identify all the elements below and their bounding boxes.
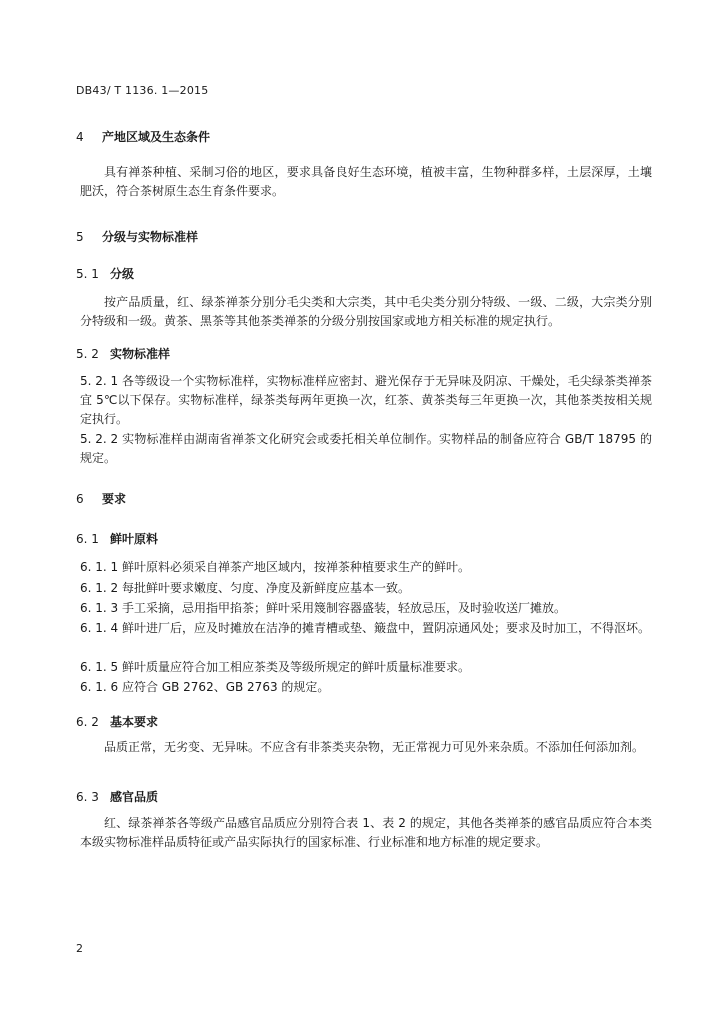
section-title: 感官品质: [110, 790, 159, 804]
section-number: 5. 1: [76, 267, 99, 281]
clause-text: 各等级设一个实物标准样，实物标准样应密封、避光保存于无异味及阴凉、干燥处，毛尖绿茶类禅茶宜 5℃以下保存。实物标准样，绿茶类每两年更换一次，红茶、黄茶类每三年更换一次，其他茶类按相关规定执行。: [80, 374, 652, 426]
clause-6-1-1: [80, 558, 652, 577]
document-id: DB43/ T 1136. 1—2015: [76, 84, 209, 97]
section-6-2-heading: [76, 713, 158, 730]
clause-text: 鲜叶质量应符合加工相应茶类及等级所规定的鲜叶质量标准要求。: [122, 660, 471, 674]
clause-number: 6. 1. 3: [80, 601, 119, 615]
clause-5-2-1: [80, 372, 652, 429]
section-4-paragraph: 具有禅茶种植、采制习俗的地区，要求具备良好生态环境，植被丰富，生物种群多样，土层深厚，土壤肥沃，符合茶树原生态生育条件要求。: [80, 165, 652, 198]
section-title: 实物标准样: [110, 347, 171, 361]
clause-6-1-3: [80, 599, 652, 618]
section-5-1-paragraph: 按产品质量，红、绿茶禅茶分别分毛尖类和大宗类，其中毛尖类分别分特级、一级、二级，大宗类分别分特级和一级。黄茶、黑茶等其他茶类禅茶的分级分别按国家或地方相关标准的规定执行。: [80, 295, 652, 328]
section-6-heading: [76, 490, 126, 507]
clause-text: 鲜叶原料必须采自禅茶产地区域内，按禅茶种植要求生产的鲜叶。: [122, 560, 471, 574]
section-6-3-paragraph: 红、绿茶禅茶各等级产品感官品质应分别符合表 1、表 2 的规定，其他各类禅茶的感官品质应符合本类本级实物标准样品质特征或产品实际执行的国家标准、行业标准和地方标准的规定要求。: [80, 816, 652, 849]
section-title: 产地区域及生态条件: [102, 130, 211, 144]
section-title: 鲜叶原料: [110, 532, 159, 546]
clause-number: 5. 2. 1: [80, 374, 119, 388]
section-5-heading: [76, 228, 198, 245]
section-title: 基本要求: [110, 715, 159, 729]
section-6-2-paragraph: 品质正常，无劣变、无异味。不应含有非茶类夹杂物，无正常视力可见外来杂质。不添加任何添加剂。: [104, 740, 645, 754]
clause-number: 6. 1. 2: [80, 581, 119, 595]
section-5-2-heading: [76, 345, 170, 362]
clause-6-1-5: [80, 658, 652, 677]
clause-text: 应符合 GB 2762、GB 2763 的规定。: [122, 680, 330, 694]
section-6-1-heading: [76, 530, 158, 547]
clause-number: 6. 1. 1: [80, 560, 119, 574]
clause-number: 5. 2. 2: [80, 432, 119, 446]
clause-text: 手工采摘，忌用指甲掐茶；鲜叶采用篾制容器盛装，轻放忌压，及时验收送厂摊放。: [122, 601, 567, 615]
clause-text: 鲜叶进厂后，应及时摊放在洁净的摊青槽或垫、簸盘中，置阴凉通风处；要求及时加工，不得沤坏。: [122, 621, 651, 635]
section-number: 5: [76, 230, 84, 244]
clause-6-1-4: [80, 619, 652, 638]
section-number: 6. 1: [76, 532, 99, 546]
clause-number: 6. 1. 4: [80, 621, 119, 635]
section-number: 5. 2: [76, 347, 99, 361]
clause-number: 6. 1. 5: [80, 660, 119, 674]
clause-text: 实物标准样由湖南省禅茶文化研究会或委托相关单位制作。实物样品的制备应符合 GB/T 18795 的规定。: [80, 432, 652, 465]
section-number: 6. 2: [76, 715, 99, 729]
clause-6-1-2: [80, 579, 652, 598]
clause-text: 每批鲜叶要求嫩度、匀度、净度及新鲜度应基本一致。: [122, 581, 411, 595]
clause-5-2-2: [80, 430, 652, 468]
section-5-1-heading: [76, 265, 134, 282]
section-number: 6. 3: [76, 790, 99, 804]
section-title: 分级与实物标准样: [102, 230, 199, 244]
section-title: 要求: [102, 492, 127, 506]
page-number: 2: [76, 942, 83, 955]
clause-number: 6. 1. 6: [80, 680, 119, 694]
section-number: 4: [76, 130, 84, 144]
section-title: 分级: [110, 267, 135, 281]
section-4-heading: [76, 128, 210, 145]
section-6-3-heading: [76, 788, 158, 805]
section-number: 6: [76, 492, 84, 506]
clause-6-1-6: [80, 678, 652, 697]
